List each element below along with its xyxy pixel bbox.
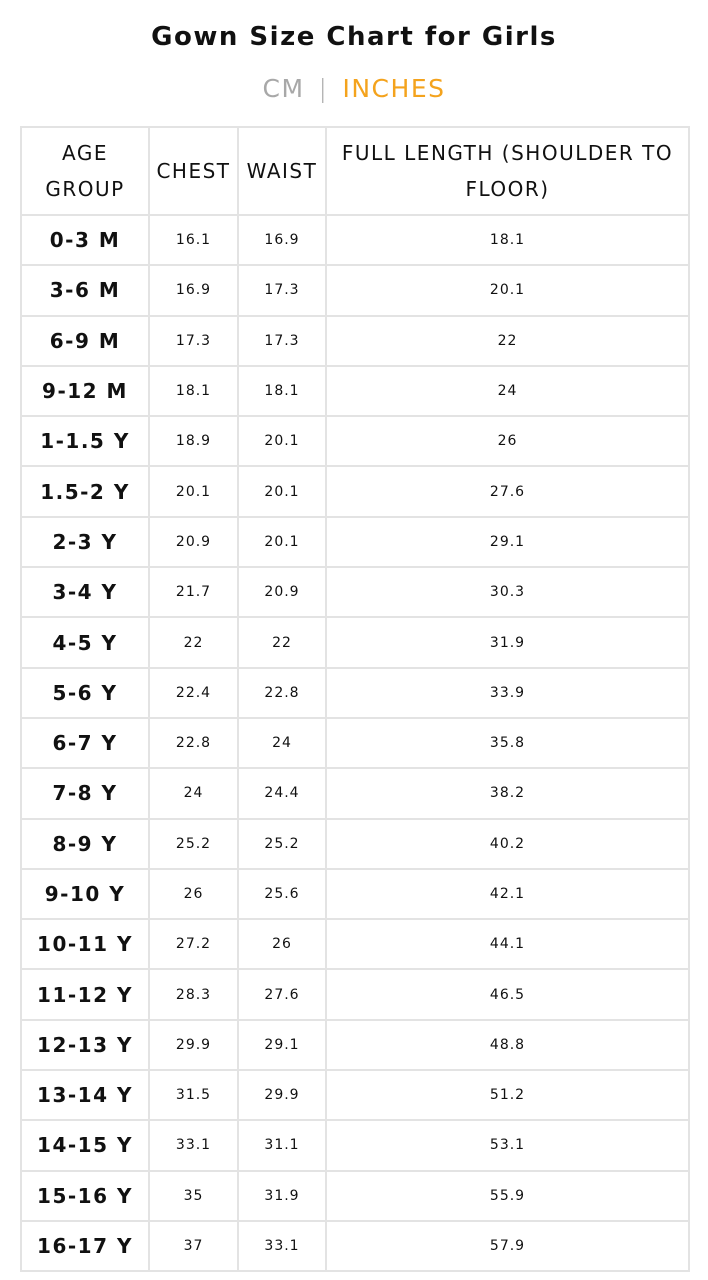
cell-age-group: 10-11 Y: [21, 919, 149, 969]
cell-waist: 29.9: [238, 1070, 326, 1120]
cell-chest: 24: [149, 768, 238, 818]
cell-chest: 33.1: [149, 1120, 238, 1170]
table-row: [21, 416, 689, 466]
table-row: [21, 668, 689, 718]
table-row: [21, 617, 689, 667]
table-row: [21, 215, 689, 265]
cell-chest: 16.9: [149, 265, 238, 315]
cell-chest: 20.1: [149, 466, 238, 516]
cell-age-group: 13-14 Y: [21, 1070, 149, 1120]
cell-age-group: 1.5-2 Y: [21, 466, 149, 516]
table-row: [21, 819, 689, 869]
cell-age-group: 2-3 Y: [21, 517, 149, 567]
cell-full-length: 38.2: [326, 768, 689, 818]
cell-chest: 28.3: [149, 969, 238, 1019]
cell-full-length: 48.8: [326, 1020, 689, 1070]
cell-full-length: 57.9: [326, 1221, 689, 1271]
cell-full-length: 33.9: [326, 668, 689, 718]
cell-waist: 29.1: [238, 1020, 326, 1070]
table-row: [21, 768, 689, 818]
table-row: [21, 517, 689, 567]
table-row: [21, 1020, 689, 1070]
cell-age-group: 1-1.5 Y: [21, 416, 149, 466]
cell-age-group: 7-8 Y: [21, 768, 149, 818]
cell-age-group: 9-12 M: [21, 366, 149, 416]
unit-inches-option[interactable]: INCHES: [342, 74, 446, 103]
cell-age-group: 16-17 Y: [21, 1221, 149, 1271]
cell-waist: 20.9: [238, 567, 326, 617]
cell-chest: 27.2: [149, 919, 238, 969]
cell-chest: 35: [149, 1171, 238, 1221]
cell-waist: 17.3: [238, 265, 326, 315]
cell-age-group: 3-6 M: [21, 265, 149, 315]
cell-full-length: 27.6: [326, 466, 689, 516]
cell-age-group: 14-15 Y: [21, 1120, 149, 1170]
cell-waist: 20.1: [238, 466, 326, 516]
table-row: [21, 718, 689, 768]
cell-full-length: 22: [326, 316, 689, 366]
cell-age-group: 5-6 Y: [21, 668, 149, 718]
cell-chest: 31.5: [149, 1070, 238, 1120]
cell-chest: 25.2: [149, 819, 238, 869]
table-row: [21, 1221, 689, 1271]
cell-waist: 16.9: [238, 215, 326, 265]
cell-chest: 37: [149, 1221, 238, 1271]
table-row: [21, 919, 689, 969]
table-row: [21, 366, 689, 416]
cell-full-length: 53.1: [326, 1120, 689, 1170]
table-row: [21, 969, 689, 1019]
cell-chest: 22.8: [149, 718, 238, 768]
cell-age-group: 0-3 M: [21, 215, 149, 265]
cell-chest: 22: [149, 617, 238, 667]
page-title: Gown Size Chart for Girls: [151, 22, 557, 52]
cell-waist: 18.1: [238, 366, 326, 416]
table-row: [21, 1171, 689, 1221]
cell-full-length: 29.1: [326, 517, 689, 567]
cell-waist: 33.1: [238, 1221, 326, 1271]
cell-age-group: 6-9 M: [21, 316, 149, 366]
cell-waist: 24: [238, 718, 326, 768]
cell-chest: 16.1: [149, 215, 238, 265]
cell-age-group: 9-10 Y: [21, 869, 149, 919]
table-row: [21, 466, 689, 516]
cell-waist: 25.2: [238, 819, 326, 869]
cell-chest: 20.9: [149, 517, 238, 567]
size-table: [20, 126, 690, 1272]
cell-full-length: 24: [326, 366, 689, 416]
cell-chest: 22.4: [149, 668, 238, 718]
cell-waist: 20.1: [238, 517, 326, 567]
table-row: [21, 265, 689, 315]
cell-waist: 25.6: [238, 869, 326, 919]
table-row: [21, 869, 689, 919]
cell-age-group: 6-7 Y: [21, 718, 149, 768]
cell-full-length: 31.9: [326, 617, 689, 667]
cell-full-length: 18.1: [326, 215, 689, 265]
cell-age-group: 11-12 Y: [21, 969, 149, 1019]
cell-chest: 26: [149, 869, 238, 919]
header-full-length: FULL LENGTH (SHOULDER TO FLOOR): [326, 127, 689, 215]
cell-waist: 31.9: [238, 1171, 326, 1221]
unit-separator: |: [318, 74, 329, 103]
cell-waist: 31.1: [238, 1120, 326, 1170]
cell-waist: 26: [238, 919, 326, 969]
header-age-group: AGE GROUP: [21, 127, 149, 215]
cell-full-length: 35.8: [326, 718, 689, 768]
cell-full-length: 26: [326, 416, 689, 466]
cell-full-length: 44.1: [326, 919, 689, 969]
table-row: [21, 1070, 689, 1120]
unit-toggle: [0, 74, 708, 103]
cell-age-group: 12-13 Y: [21, 1020, 149, 1070]
cell-chest: 21.7: [149, 567, 238, 617]
cell-waist: 22: [238, 617, 326, 667]
cell-full-length: 51.2: [326, 1070, 689, 1120]
cell-chest: 18.9: [149, 416, 238, 466]
table-header-row: [21, 127, 689, 215]
cell-chest: 17.3: [149, 316, 238, 366]
cell-waist: 20.1: [238, 416, 326, 466]
cell-chest: 18.1: [149, 366, 238, 416]
cell-age-group: 4-5 Y: [21, 617, 149, 667]
table-row: [21, 316, 689, 366]
cell-full-length: 42.1: [326, 869, 689, 919]
header-chest: CHEST: [149, 127, 238, 215]
cell-waist: 17.3: [238, 316, 326, 366]
cell-chest: 29.9: [149, 1020, 238, 1070]
cell-full-length: 20.1: [326, 265, 689, 315]
cell-waist: 27.6: [238, 969, 326, 1019]
cell-waist: 24.4: [238, 768, 326, 818]
cell-full-length: 40.2: [326, 819, 689, 869]
cell-full-length: 46.5: [326, 969, 689, 1019]
cell-full-length: 30.3: [326, 567, 689, 617]
unit-cm-option[interactable]: CM: [262, 74, 305, 103]
table-row: [21, 1120, 689, 1170]
table-row: [21, 567, 689, 617]
cell-age-group: 8-9 Y: [21, 819, 149, 869]
header-waist: WAIST: [238, 127, 326, 215]
cell-full-length: 55.9: [326, 1171, 689, 1221]
cell-age-group: 3-4 Y: [21, 567, 149, 617]
cell-age-group: 15-16 Y: [21, 1171, 149, 1221]
cell-waist: 22.8: [238, 668, 326, 718]
